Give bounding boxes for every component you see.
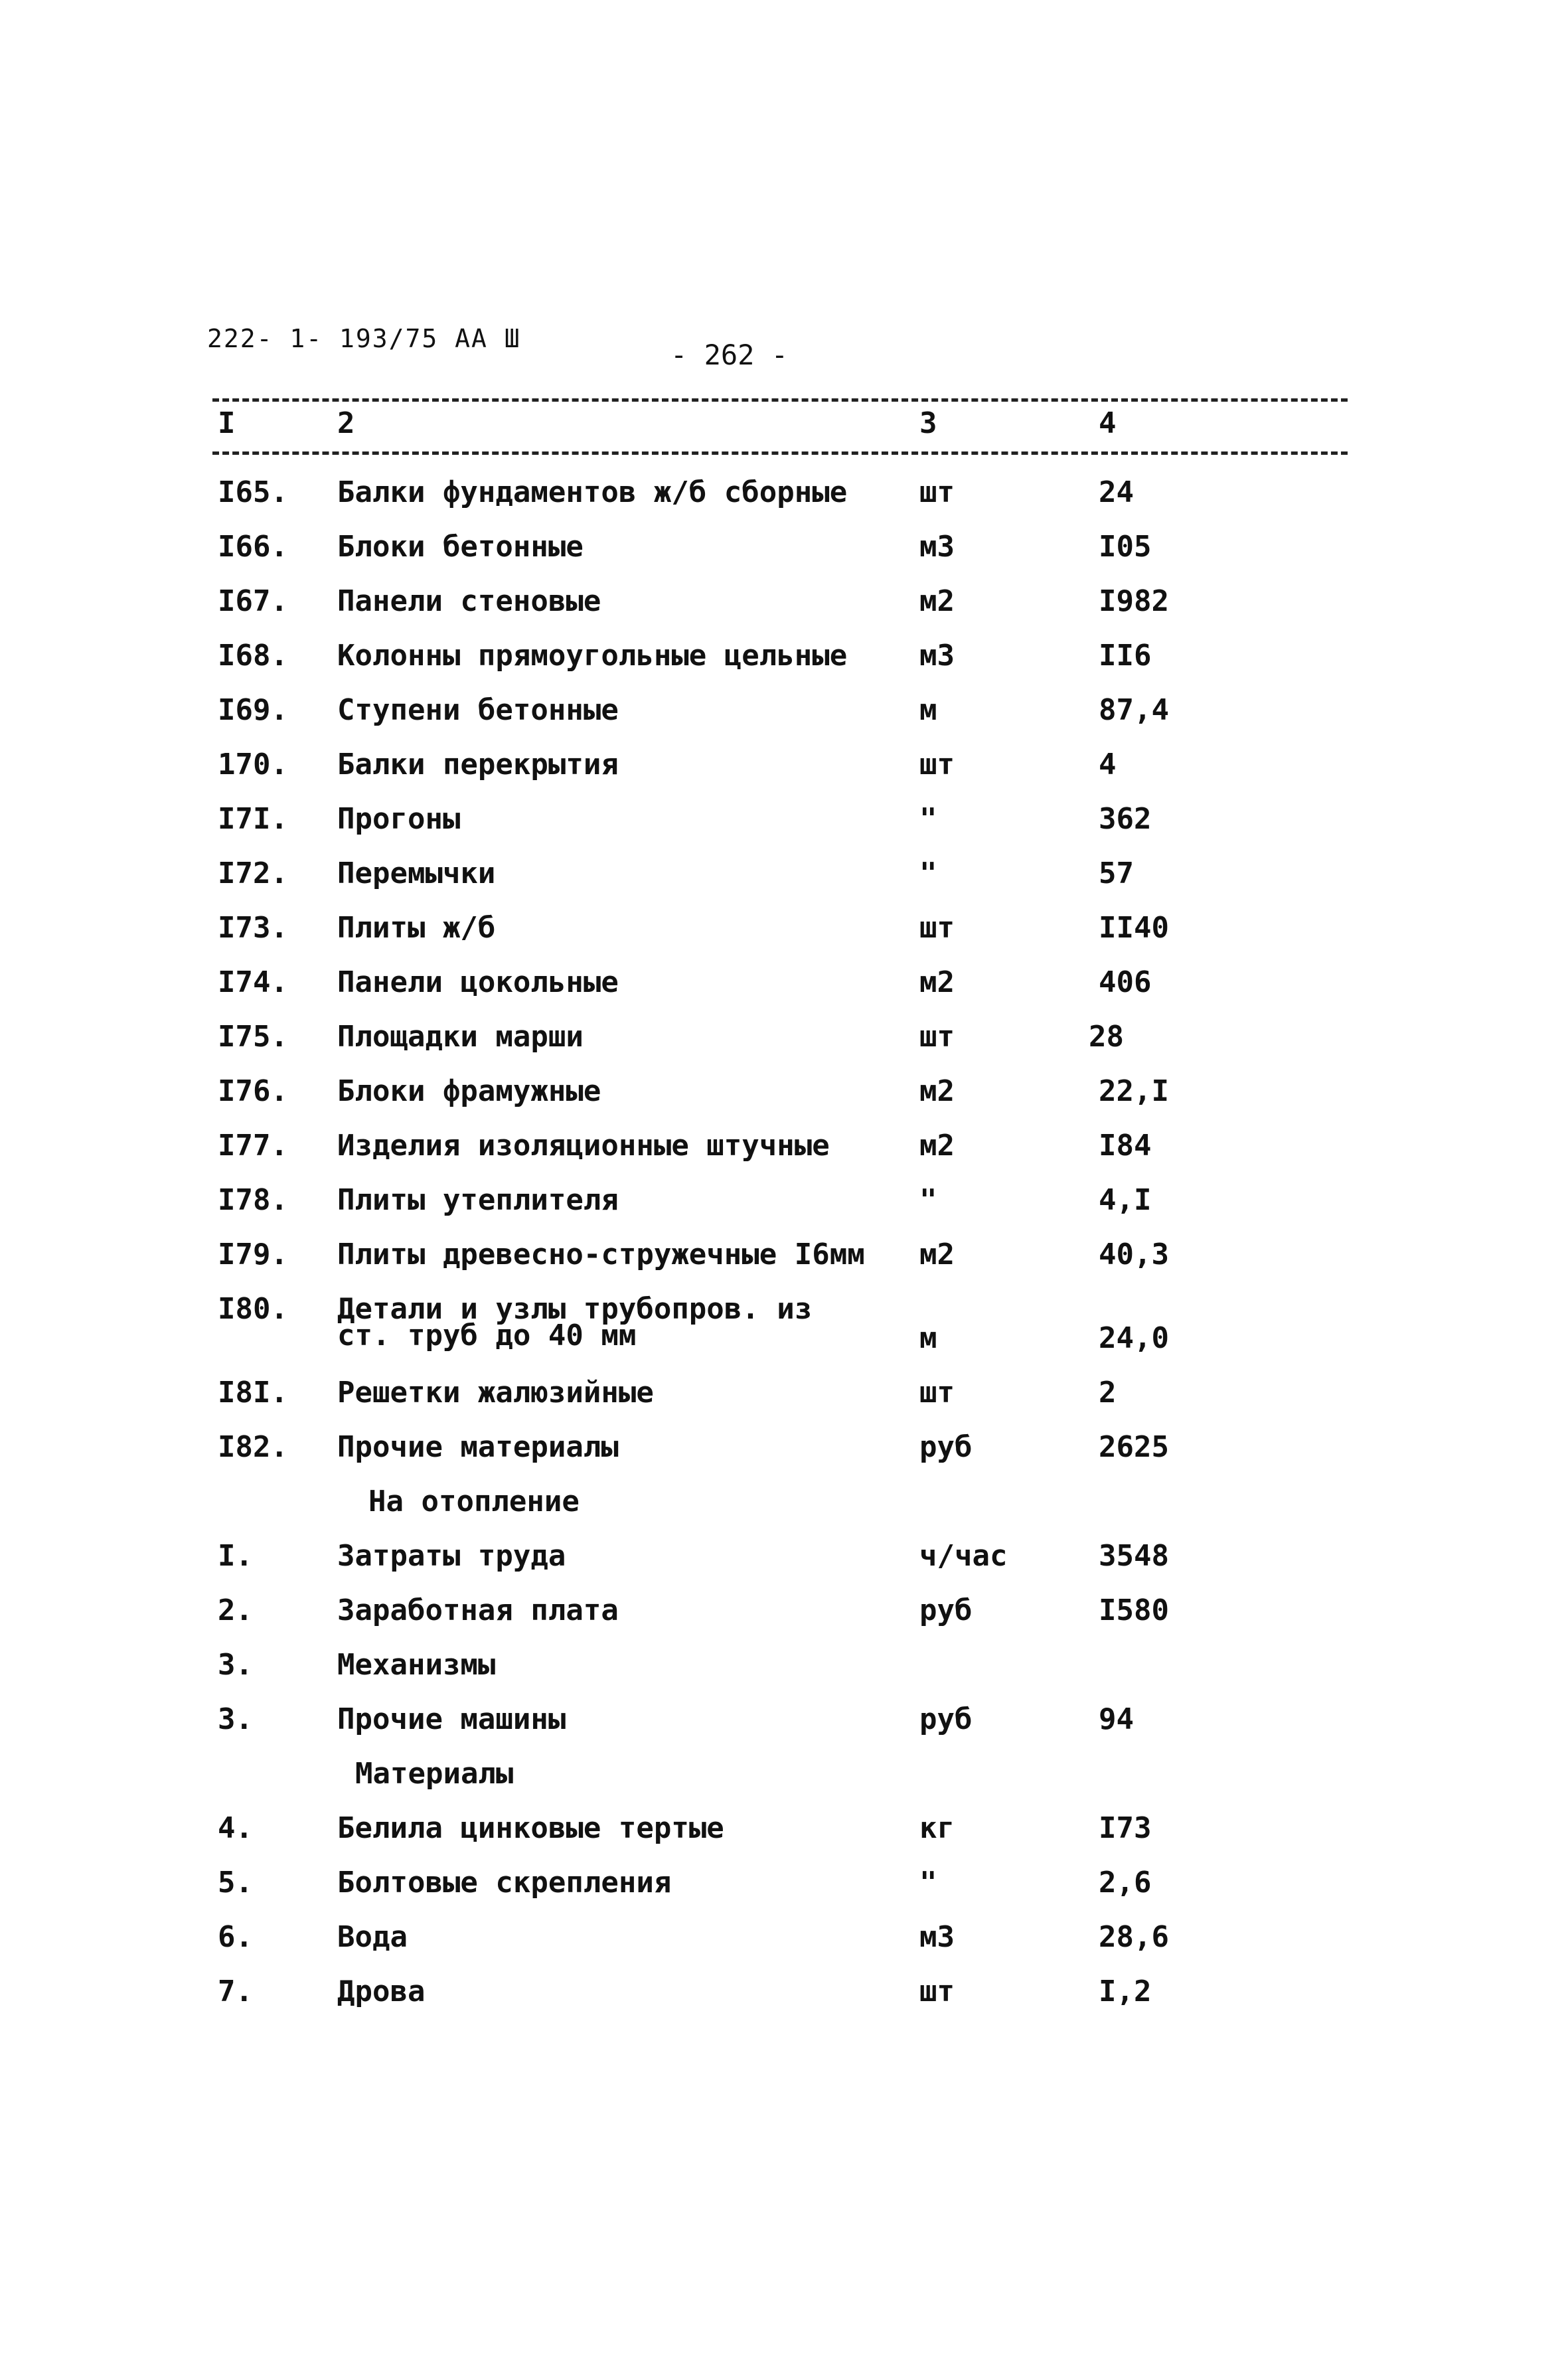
row-name: Детали и узлы трубопров. из — [337, 1292, 813, 1326]
row-unit: шт — [919, 475, 955, 509]
row-unit: м3 — [919, 530, 955, 564]
row-name: Заработная плата — [337, 1593, 619, 1627]
row-unit: шт — [919, 1376, 955, 1410]
row-unit: м — [919, 1321, 937, 1355]
row-unit: шт — [919, 748, 955, 781]
row-qty: II40 — [1099, 911, 1169, 945]
row-qty: 24,0 — [1099, 1321, 1169, 1355]
row-number: 4. — [218, 1811, 253, 1845]
row-name: Прогоны — [337, 802, 461, 836]
row-number: I74. — [218, 965, 288, 999]
row-number: 3. — [218, 1648, 253, 1682]
row-name: Перемычки — [337, 856, 496, 890]
row-number: I66. — [218, 530, 288, 564]
column-header-2: 2 — [337, 406, 355, 440]
row-qty: 2625 — [1099, 1430, 1169, 1464]
row-name: Балки фундаментов ж/б сборные — [337, 475, 848, 509]
row-name: Панели цокольные — [337, 965, 619, 999]
row-number: I65. — [218, 475, 288, 509]
row-qty: 57 — [1099, 856, 1134, 890]
row-number: I. — [218, 1539, 253, 1573]
document-code: 222- 1- 193/75 АА Ш — [207, 324, 521, 353]
row-unit: шт — [919, 1020, 955, 1054]
row-qty: II6 — [1099, 639, 1152, 673]
row-name: Балки перекрытия — [337, 748, 619, 781]
row-name: Блоки фрамужные — [337, 1074, 601, 1108]
row-unit: м2 — [919, 584, 955, 618]
column-header-4: 4 — [1099, 406, 1117, 440]
row-number: 170. — [218, 748, 288, 781]
row-name: Прочие машины — [337, 1702, 566, 1736]
row-name: Вода — [337, 1920, 408, 1954]
row-number: I67. — [218, 584, 288, 618]
row-name: Затраты труда — [337, 1539, 566, 1573]
row-name: Дрова — [337, 1975, 426, 2008]
row-qty: 4 — [1099, 748, 1117, 781]
row-number: I82. — [218, 1430, 288, 1464]
row-qty: 28,6 — [1099, 1920, 1169, 1954]
row-name: Болтовые скрепления — [337, 1866, 672, 1900]
row-number: 5. — [218, 1866, 253, 1900]
row-name: Площадки марши — [337, 1020, 584, 1054]
row-name: Блоки бетонные — [337, 530, 584, 564]
row-qty: I,2 — [1099, 1975, 1152, 2008]
row-name: Панели стеновые — [337, 584, 601, 618]
row-qty: 4,I — [1099, 1183, 1152, 1217]
row-unit: руб — [919, 1593, 973, 1627]
row-number: I79. — [218, 1238, 288, 1271]
row-qty: 94 — [1099, 1702, 1134, 1736]
row-unit: шт — [919, 911, 955, 945]
row-unit: кг — [919, 1811, 955, 1845]
row-number: 3. — [218, 1702, 253, 1736]
row-unit: м2 — [919, 1238, 955, 1271]
section-heading-materials: Материалы — [355, 1757, 514, 1791]
row-name-continued: ст. труб до 40 мм — [337, 1319, 637, 1352]
row-unit: руб — [919, 1702, 973, 1736]
row-unit: м2 — [919, 965, 955, 999]
row-qty: I982 — [1099, 584, 1169, 618]
row-qty: 40,3 — [1099, 1238, 1169, 1271]
row-number: I80. — [218, 1292, 288, 1326]
row-number: I75. — [218, 1020, 288, 1054]
row-number: I77. — [218, 1129, 288, 1163]
row-qty: I580 — [1099, 1593, 1169, 1627]
column-header-3: 3 — [919, 406, 937, 440]
row-qty: 3548 — [1099, 1539, 1169, 1573]
row-qty: 24 — [1099, 475, 1134, 509]
row-unit: м — [919, 693, 937, 727]
row-qty: I84 — [1099, 1129, 1152, 1163]
row-unit: ч/час — [919, 1539, 1008, 1573]
row-name: Ступени бетонные — [337, 693, 619, 727]
row-number: 6. — [218, 1920, 253, 1954]
row-unit: " — [919, 1866, 937, 1900]
rule-top — [212, 398, 1348, 402]
row-number: I68. — [218, 639, 288, 673]
row-number: I69. — [218, 693, 288, 727]
row-number: 7. — [218, 1975, 253, 2008]
row-name: Механизмы — [337, 1648, 496, 1682]
row-number: I73. — [218, 911, 288, 945]
row-qty: 362 — [1099, 802, 1152, 836]
row-unit: шт — [919, 1975, 955, 2008]
row-name: Прочие материалы — [337, 1430, 619, 1464]
page-number: - 262 - — [670, 339, 789, 371]
row-unit: м3 — [919, 639, 955, 673]
row-qty: 28 — [1089, 1020, 1124, 1054]
row-name: Плиты древесно-стружечные I6мм — [337, 1238, 865, 1271]
column-header-1: I — [218, 406, 236, 440]
row-unit: руб — [919, 1430, 973, 1464]
row-qty: 2,6 — [1099, 1866, 1152, 1900]
row-qty: 22,I — [1099, 1074, 1169, 1108]
row-name: Решетки жалюзийные — [337, 1376, 654, 1410]
row-unit: м3 — [919, 1920, 955, 1954]
row-name: Колонны прямоугольные цельные — [337, 639, 848, 673]
row-number: I72. — [218, 856, 288, 890]
row-unit: " — [919, 1183, 937, 1217]
row-number: I8I. — [218, 1376, 288, 1410]
row-name: Изделия изоляционные штучные — [337, 1129, 830, 1163]
row-qty: 87,4 — [1099, 693, 1169, 727]
row-unit: м2 — [919, 1074, 955, 1108]
row-qty: I73 — [1099, 1811, 1152, 1845]
row-number: I7I. — [218, 802, 288, 836]
row-unit: " — [919, 802, 937, 836]
row-name: Плиты утеплителя — [337, 1183, 619, 1217]
row-unit: м2 — [919, 1129, 955, 1163]
row-unit: " — [919, 856, 937, 890]
row-number: I78. — [218, 1183, 288, 1217]
row-qty: 2 — [1099, 1376, 1117, 1410]
row-name: Белила цинковые тертые — [337, 1811, 724, 1845]
row-qty: 406 — [1099, 965, 1152, 999]
row-number: 2. — [218, 1593, 253, 1627]
row-number: I76. — [218, 1074, 288, 1108]
row-qty: I05 — [1099, 530, 1152, 564]
rule-header-bottom — [212, 451, 1348, 455]
section-heading-heating: На отопление — [368, 1485, 580, 1518]
row-name: Плиты ж/б — [337, 911, 496, 945]
